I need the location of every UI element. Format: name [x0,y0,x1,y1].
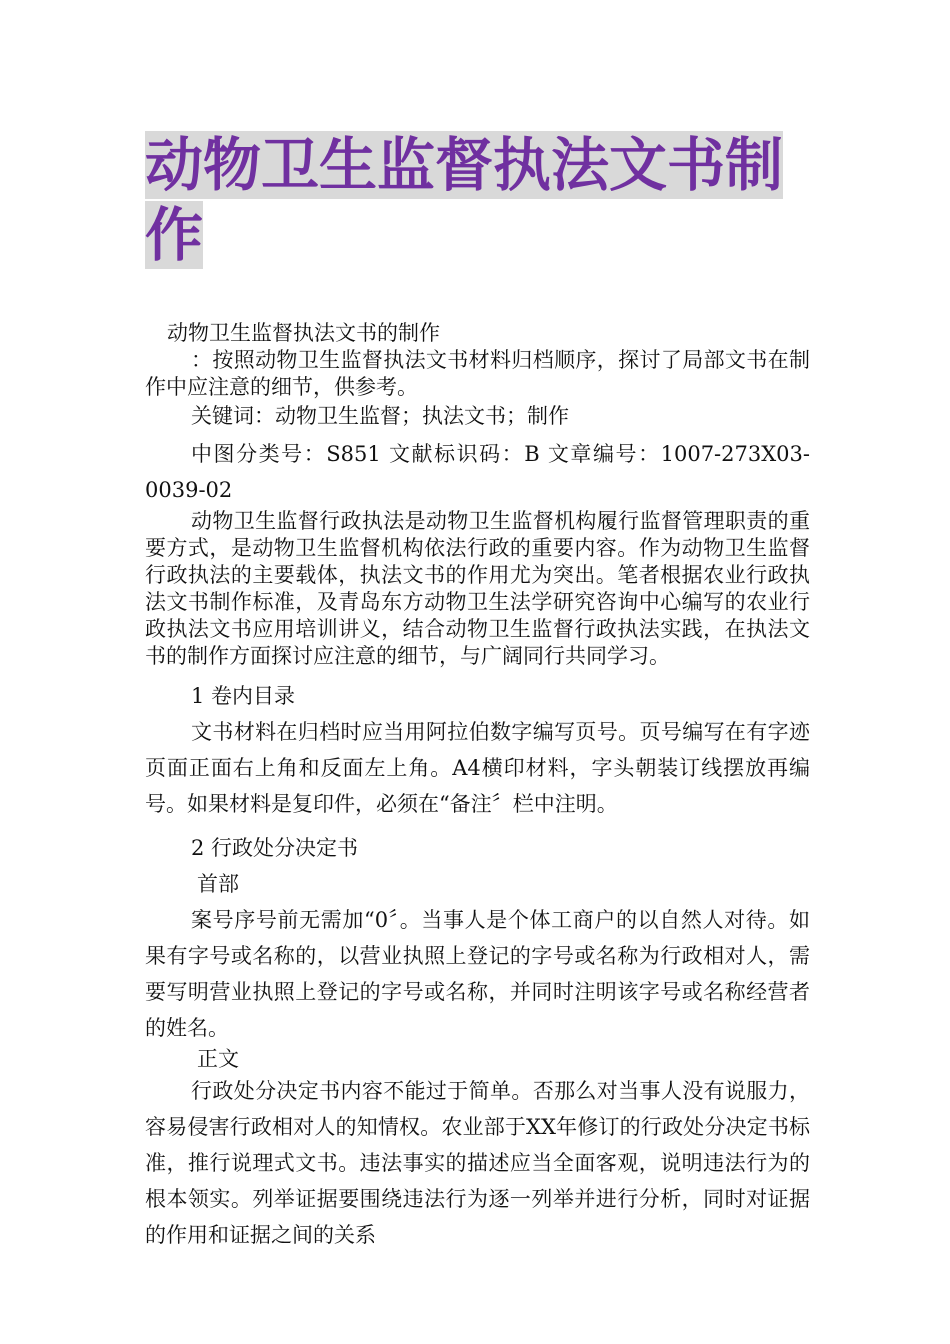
section2-paragraph-header: 案号序号前无需加“0〞。当事人是个体工商户的以自然人对待。如果有字号或名称的，以营业执照上登记的字号或名称为行政相对人，需要写明营业执照上登记的字号或名称，并同时注明该字号或名称经营者的姓名。 [145,908,810,1040]
document-body [145,320,810,1253]
section1-heading: 1 卷内目录 [191,684,296,708]
section2-paragraph-body: 行政处分决定书内容不能过于简单。否那么对当事人没有说服力，容易侵害行政相对人的知情权。农业部于XX年修订的行政处分决定书标准，推行说理式文书。违法事实的描述应当全面客观，说明违法行为的根本领实。列举证据要围绕违法行为逐一列举并进行分析，同时对证据的作用和证据之间的关系 [145,1079,810,1247]
document-title [145,130,810,270]
section2-subheading-header: 首部 [197,872,239,896]
classification-line: 中图分类号：S851 文献标识码：B 文章编号：1007-273X03-0039-02 [145,442,810,502]
document-title-text: 动物卫生监督执法文书制作 [145,131,784,269]
section1-paragraph: 文书材料在归档时应当用阿拉伯数字编写页号。页号编写在有字迹页面正面右上角和反面左上角。A4横印材料，字头朝装订线摆放再编号。如果材料是复印件，必须在“备注〞栏中注明。 [145,720,810,816]
intro-paragraph: 动物卫生监督行政执法是动物卫生监督机构履行监督管理职责的重要方式，是动物卫生监督机构依法行政的重要内容。作为动物卫生监督行政执法的主要载体，执法文书的作用尤为突出。笔者根据农业行政执法文书制作标准，及青岛东方动物卫生法学研究咨询中心编写的农业行政执法文书应用培训讲义，结合动物卫生监督行政执法实践，在执法文书的制作方面探讨应注意的细节，与广阔同行共同学习。 [145,509,810,668]
keywords-line: 关键词：动物卫生监督；执法文书；制作 [191,404,569,428]
section2-heading: 2 行政处分决定书 [191,836,359,860]
abstract-paragraph: ：按照动物卫生监督执法文书材料归档顺序，探讨了局部文书在制作中应注意的细节，供参考。 [145,348,810,399]
section2-subheading-body: 正文 [197,1047,239,1071]
article-subtitle: 动物卫生监督执法文书的制作 [167,321,440,345]
